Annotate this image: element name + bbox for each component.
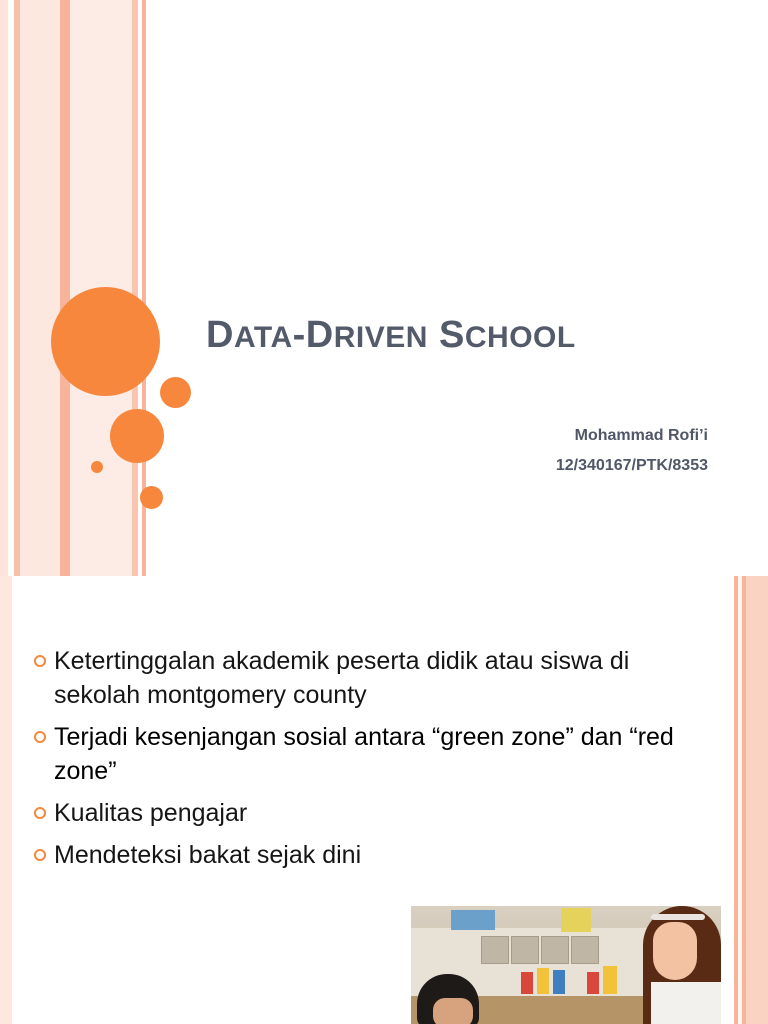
circle-bullet-icon	[34, 731, 46, 743]
bullet-item	[32, 720, 692, 788]
bullet-item	[32, 796, 692, 830]
title-part: CHOOL	[464, 321, 576, 354]
bullet-item	[32, 644, 692, 712]
title-part: RIVEN	[333, 321, 428, 354]
photo-person-body	[651, 982, 721, 1024]
photo-poster	[561, 908, 591, 932]
presentation-title	[206, 314, 576, 357]
title-part: D	[206, 314, 234, 356]
title-part: -D	[292, 314, 334, 356]
circle-bullet-icon	[34, 849, 46, 861]
photo-jar	[521, 972, 533, 994]
photo-poster	[451, 910, 495, 930]
decorative-stripe	[0, 576, 12, 1024]
bullet-text: Terjadi kesenjangan sosial antara “green zone” dan “red zone”	[54, 723, 674, 785]
decorative-circle-dot	[91, 461, 103, 473]
bullet-text: Kualitas pengajar	[54, 799, 248, 827]
title-part: S	[427, 314, 465, 356]
photo-cubby	[541, 936, 569, 964]
bullet-item	[32, 838, 692, 872]
content-slide	[0, 576, 768, 1024]
photo-jar	[603, 966, 617, 994]
bullet-text: Mendeteksi bakat sejak dini	[54, 841, 362, 869]
photo-cubby	[511, 936, 539, 964]
photo-person-face	[653, 922, 697, 980]
photo-cubby	[481, 936, 509, 964]
author-student-id: 12/340167/PTK/8353	[555, 457, 708, 474]
decorative-circle-large	[51, 287, 160, 396]
decorative-stripe	[746, 576, 768, 1024]
photo-person-headband	[651, 914, 705, 920]
author-name: Mohammad Rofi’i	[574, 427, 708, 444]
decorative-stripe	[60, 0, 70, 576]
classroom-photo	[411, 906, 721, 1024]
decorative-circle-small	[140, 486, 163, 509]
bullet-text: Ketertinggalan akademik peserta didik atau siswa di sekolah montgomery county	[54, 647, 630, 709]
decorative-stripe	[20, 0, 60, 576]
decorative-circle-medium	[110, 409, 164, 463]
decorative-stripe	[0, 0, 8, 576]
photo-jar	[587, 972, 599, 994]
decorative-circle-small	[160, 377, 191, 408]
photo-person-face	[433, 998, 473, 1024]
title-part: ATA	[233, 321, 293, 354]
photo-jar	[537, 968, 549, 994]
circle-bullet-icon	[34, 655, 46, 667]
circle-bullet-icon	[34, 807, 46, 819]
decorative-stripe	[132, 0, 138, 576]
photo-jar	[553, 970, 565, 994]
bullet-list	[32, 644, 692, 880]
photo-cubby	[571, 936, 599, 964]
